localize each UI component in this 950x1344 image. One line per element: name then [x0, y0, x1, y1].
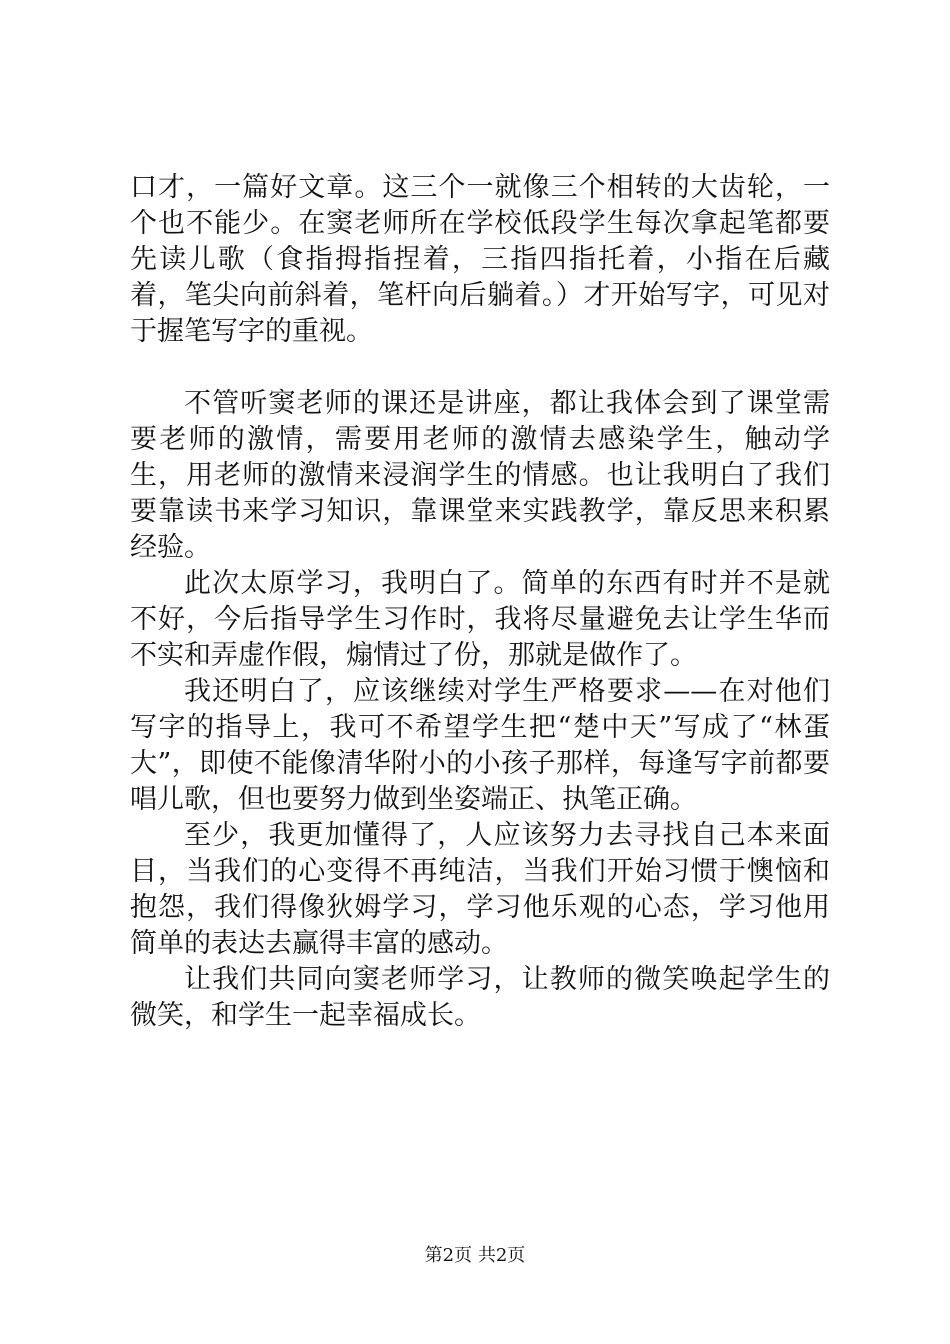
- paragraph-self-reflection: 至少，我更加懂得了，人应该努力去寻找自己本来面目，当我们的心变得不再纯洁，当我们开始习惯于懊恼和抱怨，我们得像狄姆学习，学习他乐观的心态，学习他用简单的表达去赢得丰富的感动。: [130, 820, 830, 959]
- paragraph-conclusion: 让我们共同向窦老师学习，让教师的微笑唤起学生的微笑，和学生一起幸福成长。: [130, 964, 830, 1031]
- page-number-footer: 第2页 共2页: [424, 1245, 526, 1266]
- paragraph-writing-guidance: 我还明白了，应该继续对学生严格要求——在对他们写字的指导上，我可不希望学生把“楚中天”写成了“林蛋大”，即使不能像清华附小的小孩子那样，每逢写字前都要唱儿歌，但也要努力做到坐姿端正、执笔正确。: [130, 676, 830, 815]
- paragraph-continuation: 口才，一篇好文章。这三个一就像三个相转的大齿轮，一个也不能少。在窦老师所在学校低段学生每次拿起笔都要先读儿歌（食指拇指捏着，三指四指托着，小指在后藏着，笔尖向前斜着，笔杆向后躺着。）才开始写字，可见对于握笔写字的重视。: [130, 172, 830, 347]
- paragraph-lecture-reflection: 不管听窦老师的课还是讲座，都让我体会到了课堂需要老师的激情，需要用老师的激情去感染学生，触动学生，用老师的激情来浸润学生的情感。也让我明白了我们要靠读书来学习知识，靠课堂来实践教学，靠反思来积累经验。: [130, 388, 830, 563]
- paragraph-taiyuan-learning: 此次太原学习，我明白了。简单的东西有时并不是就不好，今后指导学生习作时，我将尽量避免去让学生华而不实和弄虚作假，煽情过了份，那就是做作了。: [130, 568, 830, 671]
- document-body: [130, 170, 830, 1034]
